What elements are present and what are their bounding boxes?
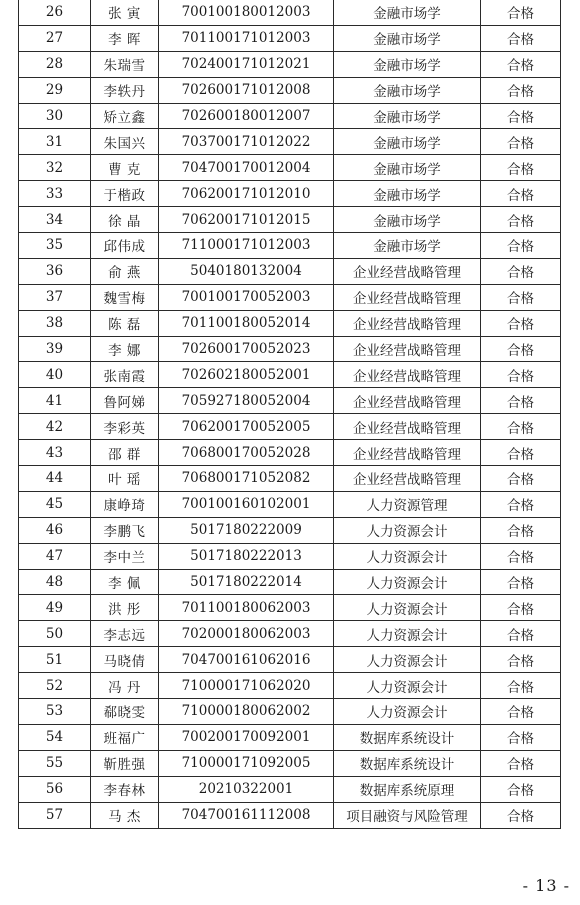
table-row xyxy=(19,776,561,802)
result-cell: 合格 xyxy=(481,517,561,543)
row-number-cell: 57 xyxy=(19,802,91,828)
name-cell: 邱伟成 xyxy=(91,233,159,259)
exam-id-cell: 706200171012015 xyxy=(159,207,334,233)
course-cell: 企业经营战略管理 xyxy=(334,310,481,336)
table-row xyxy=(19,802,561,828)
result-cell: 合格 xyxy=(481,362,561,388)
course-cell: 金融市场学 xyxy=(334,155,481,181)
table-row xyxy=(19,155,561,181)
row-number-cell: 28 xyxy=(19,51,91,77)
table-row xyxy=(19,25,561,51)
name-cell: 李轶丹 xyxy=(91,77,159,103)
table-row xyxy=(19,129,561,155)
course-cell: 金融市场学 xyxy=(334,77,481,103)
exam-id-cell: 702600170052023 xyxy=(159,336,334,362)
course-cell: 企业经营战略管理 xyxy=(334,414,481,440)
course-cell: 人力资源会计 xyxy=(334,595,481,621)
name-cell: 李彩英 xyxy=(91,414,159,440)
name-cell: 邵 群 xyxy=(91,440,159,466)
name-cell: 郗晓雯 xyxy=(91,699,159,725)
course-cell: 企业经营战略管理 xyxy=(334,336,481,362)
course-cell: 金融市场学 xyxy=(334,181,481,207)
exam-id-cell: 710000171062020 xyxy=(159,673,334,699)
exam-id-cell: 705927180052004 xyxy=(159,388,334,414)
row-number-cell: 39 xyxy=(19,336,91,362)
exam-id-cell: 710000180062002 xyxy=(159,699,334,725)
exam-id-cell: 704700170012004 xyxy=(159,155,334,181)
table-row xyxy=(19,362,561,388)
row-number-cell: 26 xyxy=(19,0,91,25)
exam-id-cell: 703700171012022 xyxy=(159,129,334,155)
table-row xyxy=(19,699,561,725)
exam-id-cell: 701100180052014 xyxy=(159,310,334,336)
row-number-cell: 50 xyxy=(19,621,91,647)
result-cell: 合格 xyxy=(481,336,561,362)
table-row xyxy=(19,77,561,103)
table-row xyxy=(19,621,561,647)
table-row xyxy=(19,543,561,569)
row-number-cell: 56 xyxy=(19,776,91,802)
exam-id-cell: 702000180062003 xyxy=(159,621,334,647)
row-number-cell: 44 xyxy=(19,466,91,492)
table-row xyxy=(19,310,561,336)
course-cell: 数据库系统原理 xyxy=(334,776,481,802)
row-number-cell: 51 xyxy=(19,647,91,673)
result-cell: 合格 xyxy=(481,466,561,492)
result-cell: 合格 xyxy=(481,440,561,466)
row-number-cell: 40 xyxy=(19,362,91,388)
course-cell: 人力资源会计 xyxy=(334,543,481,569)
name-cell: 俞 燕 xyxy=(91,258,159,284)
result-cell: 合格 xyxy=(481,569,561,595)
results-table xyxy=(18,0,561,829)
table-row xyxy=(19,750,561,776)
name-cell: 李 佩 xyxy=(91,569,159,595)
table-row xyxy=(19,569,561,595)
row-number-cell: 47 xyxy=(19,543,91,569)
name-cell: 魏雪梅 xyxy=(91,284,159,310)
table-row xyxy=(19,103,561,129)
table-row xyxy=(19,0,561,25)
course-cell: 企业经营战略管理 xyxy=(334,284,481,310)
name-cell: 康峥琦 xyxy=(91,491,159,517)
table-row xyxy=(19,258,561,284)
exam-id-cell: 702600171012008 xyxy=(159,77,334,103)
course-cell: 企业经营战略管理 xyxy=(334,440,481,466)
table-row xyxy=(19,724,561,750)
table-row xyxy=(19,336,561,362)
result-cell: 合格 xyxy=(481,51,561,77)
name-cell: 陈 磊 xyxy=(91,310,159,336)
row-number-cell: 27 xyxy=(19,25,91,51)
result-cell: 合格 xyxy=(481,155,561,181)
table-row xyxy=(19,207,561,233)
exam-id-cell: 706200170052005 xyxy=(159,414,334,440)
table-row xyxy=(19,440,561,466)
table-row xyxy=(19,491,561,517)
row-number-cell: 41 xyxy=(19,388,91,414)
result-cell: 合格 xyxy=(481,388,561,414)
name-cell: 李春林 xyxy=(91,776,159,802)
course-cell: 人力资源会计 xyxy=(334,699,481,725)
name-cell: 马晓倩 xyxy=(91,647,159,673)
course-cell: 金融市场学 xyxy=(334,0,481,25)
course-cell: 人力资源会计 xyxy=(334,517,481,543)
exam-id-cell: 5040180132004 xyxy=(159,258,334,284)
result-cell: 合格 xyxy=(481,699,561,725)
row-number-cell: 32 xyxy=(19,155,91,181)
exam-id-cell: 704700161062016 xyxy=(159,647,334,673)
result-cell: 合格 xyxy=(481,129,561,155)
exam-id-cell: 20210322001 xyxy=(159,776,334,802)
result-cell: 合格 xyxy=(481,0,561,25)
table-row xyxy=(19,517,561,543)
course-cell: 金融市场学 xyxy=(334,103,481,129)
exam-id-cell: 702600180012007 xyxy=(159,103,334,129)
name-cell: 朱国兴 xyxy=(91,129,159,155)
exam-id-cell: 711000171012003 xyxy=(159,233,334,259)
row-number-cell: 48 xyxy=(19,569,91,595)
course-cell: 人力资源管理 xyxy=(334,491,481,517)
result-cell: 合格 xyxy=(481,621,561,647)
course-cell: 企业经营战略管理 xyxy=(334,362,481,388)
row-number-cell: 31 xyxy=(19,129,91,155)
course-cell: 金融市场学 xyxy=(334,129,481,155)
row-number-cell: 36 xyxy=(19,258,91,284)
result-cell: 合格 xyxy=(481,724,561,750)
course-cell: 金融市场学 xyxy=(334,25,481,51)
row-number-cell: 53 xyxy=(19,699,91,725)
result-cell: 合格 xyxy=(481,491,561,517)
exam-id-cell: 710000171092005 xyxy=(159,750,334,776)
row-number-cell: 45 xyxy=(19,491,91,517)
name-cell: 叶 瑶 xyxy=(91,466,159,492)
result-cell: 合格 xyxy=(481,25,561,51)
course-cell: 企业经营战略管理 xyxy=(334,466,481,492)
row-number-cell: 33 xyxy=(19,181,91,207)
name-cell: 班福广 xyxy=(91,724,159,750)
result-cell: 合格 xyxy=(481,207,561,233)
table-row xyxy=(19,181,561,207)
course-cell: 数据库系统设计 xyxy=(334,724,481,750)
exam-id-cell: 5017180222014 xyxy=(159,569,334,595)
course-cell: 数据库系统设计 xyxy=(334,750,481,776)
result-cell: 合格 xyxy=(481,673,561,699)
name-cell: 朱瑞雪 xyxy=(91,51,159,77)
row-number-cell: 52 xyxy=(19,673,91,699)
result-cell: 合格 xyxy=(481,258,561,284)
name-cell: 于楷政 xyxy=(91,181,159,207)
course-cell: 金融市场学 xyxy=(334,207,481,233)
row-number-cell: 46 xyxy=(19,517,91,543)
result-cell: 合格 xyxy=(481,750,561,776)
exam-id-cell: 706200171012010 xyxy=(159,181,334,207)
row-number-cell: 38 xyxy=(19,310,91,336)
name-cell: 徐 晶 xyxy=(91,207,159,233)
row-number-cell: 29 xyxy=(19,77,91,103)
result-cell: 合格 xyxy=(481,414,561,440)
row-number-cell: 42 xyxy=(19,414,91,440)
table-row xyxy=(19,51,561,77)
table-row xyxy=(19,414,561,440)
result-cell: 合格 xyxy=(481,77,561,103)
row-number-cell: 54 xyxy=(19,724,91,750)
result-cell: 合格 xyxy=(481,776,561,802)
exam-id-cell: 706800171052082 xyxy=(159,466,334,492)
course-cell: 企业经营战略管理 xyxy=(334,388,481,414)
exam-id-cell: 700100160102001 xyxy=(159,491,334,517)
result-cell: 合格 xyxy=(481,233,561,259)
course-cell: 人力资源会计 xyxy=(334,673,481,699)
exam-id-cell: 701100171012003 xyxy=(159,25,334,51)
name-cell: 曹 克 xyxy=(91,155,159,181)
row-number-cell: 35 xyxy=(19,233,91,259)
exam-id-cell: 702400171012021 xyxy=(159,51,334,77)
course-cell: 人力资源会计 xyxy=(334,621,481,647)
exam-id-cell: 5017180222013 xyxy=(159,543,334,569)
name-cell: 靳胜强 xyxy=(91,750,159,776)
table-row xyxy=(19,388,561,414)
exam-id-cell: 700100170052003 xyxy=(159,284,334,310)
result-cell: 合格 xyxy=(481,284,561,310)
name-cell: 矫立鑫 xyxy=(91,103,159,129)
course-cell: 人力资源会计 xyxy=(334,569,481,595)
row-number-cell: 30 xyxy=(19,103,91,129)
page-number: - 13 - xyxy=(522,876,570,895)
name-cell: 马 杰 xyxy=(91,802,159,828)
table-row xyxy=(19,233,561,259)
result-cell: 合格 xyxy=(481,595,561,621)
name-cell: 李 晖 xyxy=(91,25,159,51)
results-table-body xyxy=(19,0,561,828)
table-row xyxy=(19,595,561,621)
name-cell: 洪 彤 xyxy=(91,595,159,621)
name-cell: 李 娜 xyxy=(91,336,159,362)
row-number-cell: 55 xyxy=(19,750,91,776)
result-cell: 合格 xyxy=(481,647,561,673)
course-cell: 金融市场学 xyxy=(334,233,481,259)
exam-id-cell: 701100180062003 xyxy=(159,595,334,621)
exam-id-cell: 704700161112008 xyxy=(159,802,334,828)
name-cell: 张南霞 xyxy=(91,362,159,388)
name-cell: 鲁阿娣 xyxy=(91,388,159,414)
row-number-cell: 49 xyxy=(19,595,91,621)
course-cell: 企业经营战略管理 xyxy=(334,258,481,284)
exam-id-cell: 702602180052001 xyxy=(159,362,334,388)
exam-id-cell: 700200170092001 xyxy=(159,724,334,750)
row-number-cell: 37 xyxy=(19,284,91,310)
name-cell: 冯 丹 xyxy=(91,673,159,699)
name-cell: 张 寅 xyxy=(91,0,159,25)
name-cell: 李中兰 xyxy=(91,543,159,569)
table-row xyxy=(19,466,561,492)
exam-id-cell: 706800170052028 xyxy=(159,440,334,466)
exam-id-cell: 700100180012003 xyxy=(159,0,334,25)
result-cell: 合格 xyxy=(481,181,561,207)
course-cell: 人力资源会计 xyxy=(334,647,481,673)
result-cell: 合格 xyxy=(481,103,561,129)
table-row xyxy=(19,647,561,673)
course-cell: 项目融资与风险管理 xyxy=(334,802,481,828)
exam-id-cell: 5017180222009 xyxy=(159,517,334,543)
result-cell: 合格 xyxy=(481,543,561,569)
result-cell: 合格 xyxy=(481,310,561,336)
name-cell: 李志远 xyxy=(91,621,159,647)
table-row xyxy=(19,673,561,699)
row-number-cell: 43 xyxy=(19,440,91,466)
row-number-cell: 34 xyxy=(19,207,91,233)
result-cell: 合格 xyxy=(481,802,561,828)
table-row xyxy=(19,284,561,310)
course-cell: 金融市场学 xyxy=(334,51,481,77)
name-cell: 李鹏飞 xyxy=(91,517,159,543)
